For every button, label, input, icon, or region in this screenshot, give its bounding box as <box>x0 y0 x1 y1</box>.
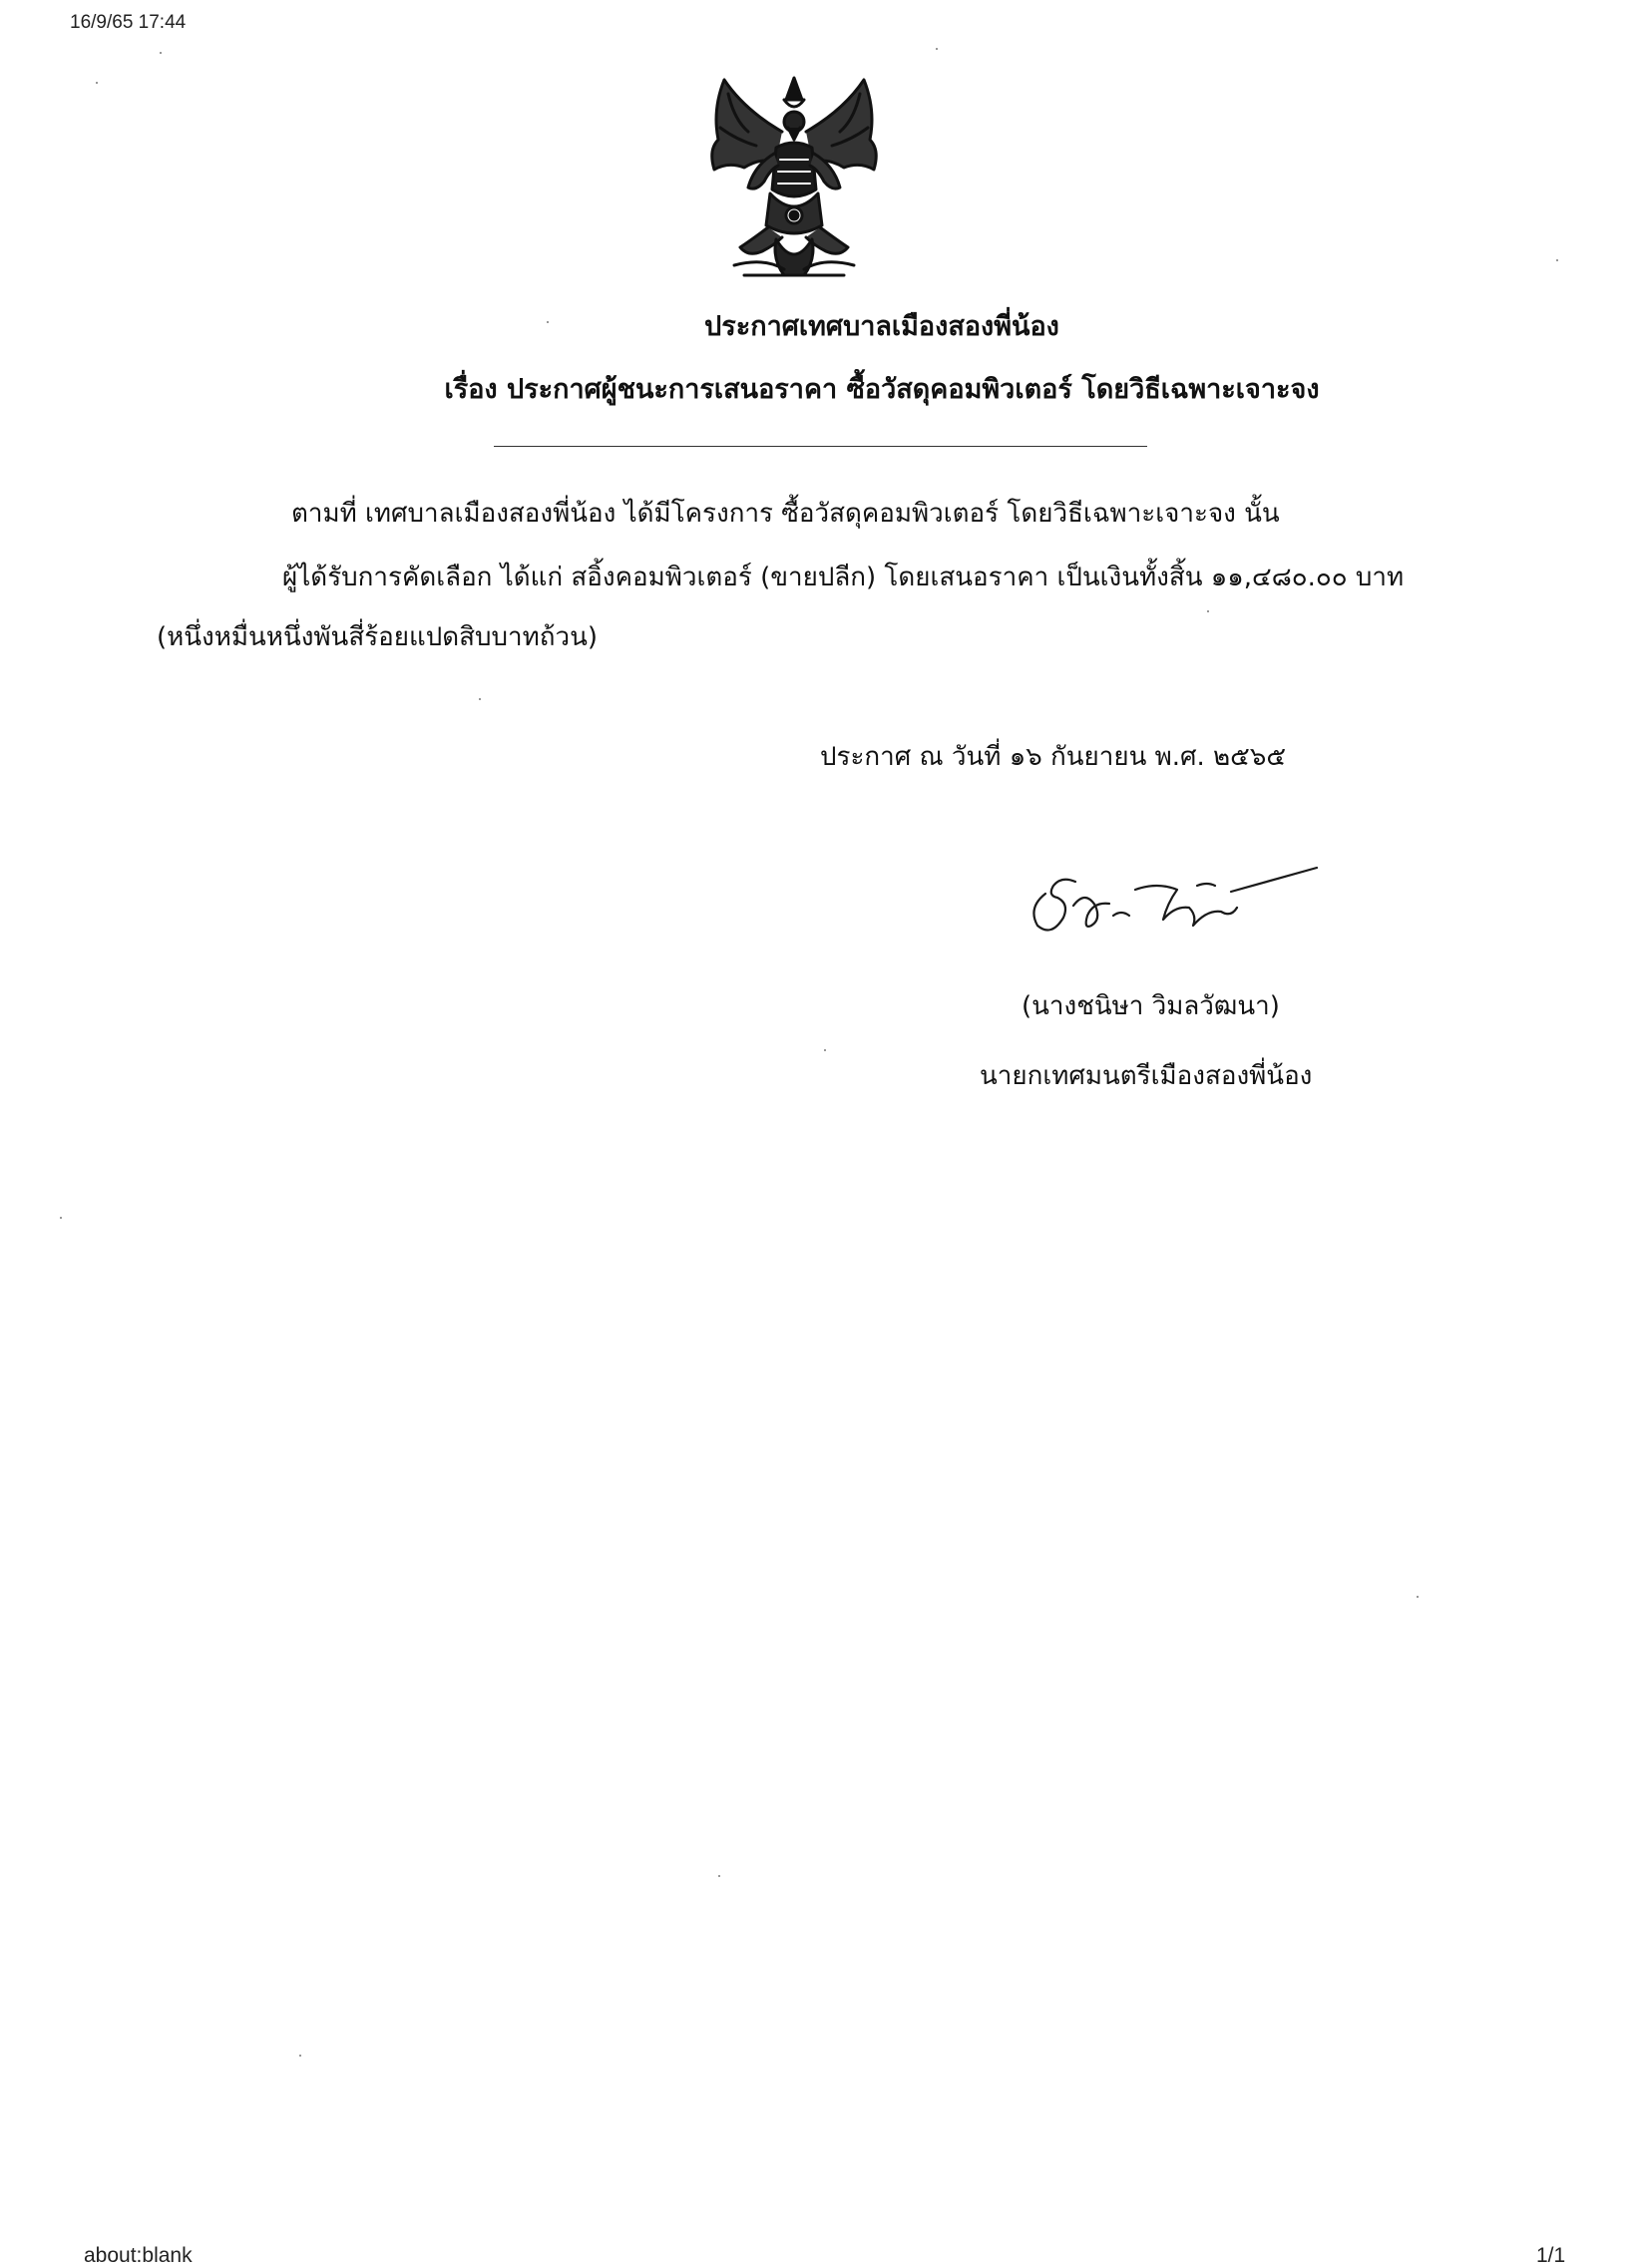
print-header-datetime: 16/9/65 17:44 <box>70 12 187 33</box>
scan-speck <box>1207 610 1209 612</box>
document-title: ประกาศเทศบาลเมืองสองพี่น้อง <box>704 311 1059 342</box>
scan-speck <box>160 52 162 54</box>
scan-speck <box>547 321 549 323</box>
scan-speck <box>299 2055 301 2057</box>
signer-position: นายกเทศมนตรีเมืองสองพี่น้อง <box>980 1061 1313 1091</box>
scan-speck <box>96 82 98 84</box>
body-paragraph-line-3: (หนึ่งหมื่นหนึ่งพันสี่ร้อยแปดสิบบาทถ้วน) <box>157 622 599 652</box>
announcement-date: ประกาศ ณ วันที่ ๑๖ กันยายน พ.ศ. ๒๕๖๕ <box>820 742 1287 772</box>
document-subject: เรื่อง ประกาศผู้ชนะการเสนอราคา ซื้อวัสดุคอมพิวเตอร์ โดยวิธีเฉพาะเจาะจง <box>444 374 1320 405</box>
body-paragraph-line-2: ผู้ได้รับการคัดเลือก ได้แก่ สอิ้งคอมพิวเตอร์ (ขายปลีก) โดยเสนอราคา เป็นเงินทั้งสิ้น ๑๑,๔๘๐.๐๐ บาท <box>282 563 1405 592</box>
scan-speck <box>1556 259 1558 261</box>
separator-line <box>494 446 1147 447</box>
scan-speck <box>936 48 938 50</box>
body-paragraph-line-1: ตามที่ เทศบาลเมืองสองพี่น้อง ได้มีโครงการ ซื้อวัสดุคอมพิวเตอร์ โดยวิธีเฉพาะเจาะจง นั้น <box>291 499 1280 529</box>
signer-name: (นางชนิษา วิมลวัฒนา) <box>1022 991 1280 1021</box>
scan-speck <box>718 1875 720 1877</box>
scan-speck <box>60 1217 62 1219</box>
handwritten-signature <box>1018 846 1337 945</box>
print-footer-page-number: 1/1 <box>1536 2244 1566 2267</box>
garuda-emblem-icon <box>704 70 884 284</box>
scan-speck <box>1417 1596 1419 1598</box>
scan-speck <box>479 698 481 700</box>
print-footer-url: about:blank <box>84 2244 193 2267</box>
scan-speck <box>824 1049 826 1051</box>
